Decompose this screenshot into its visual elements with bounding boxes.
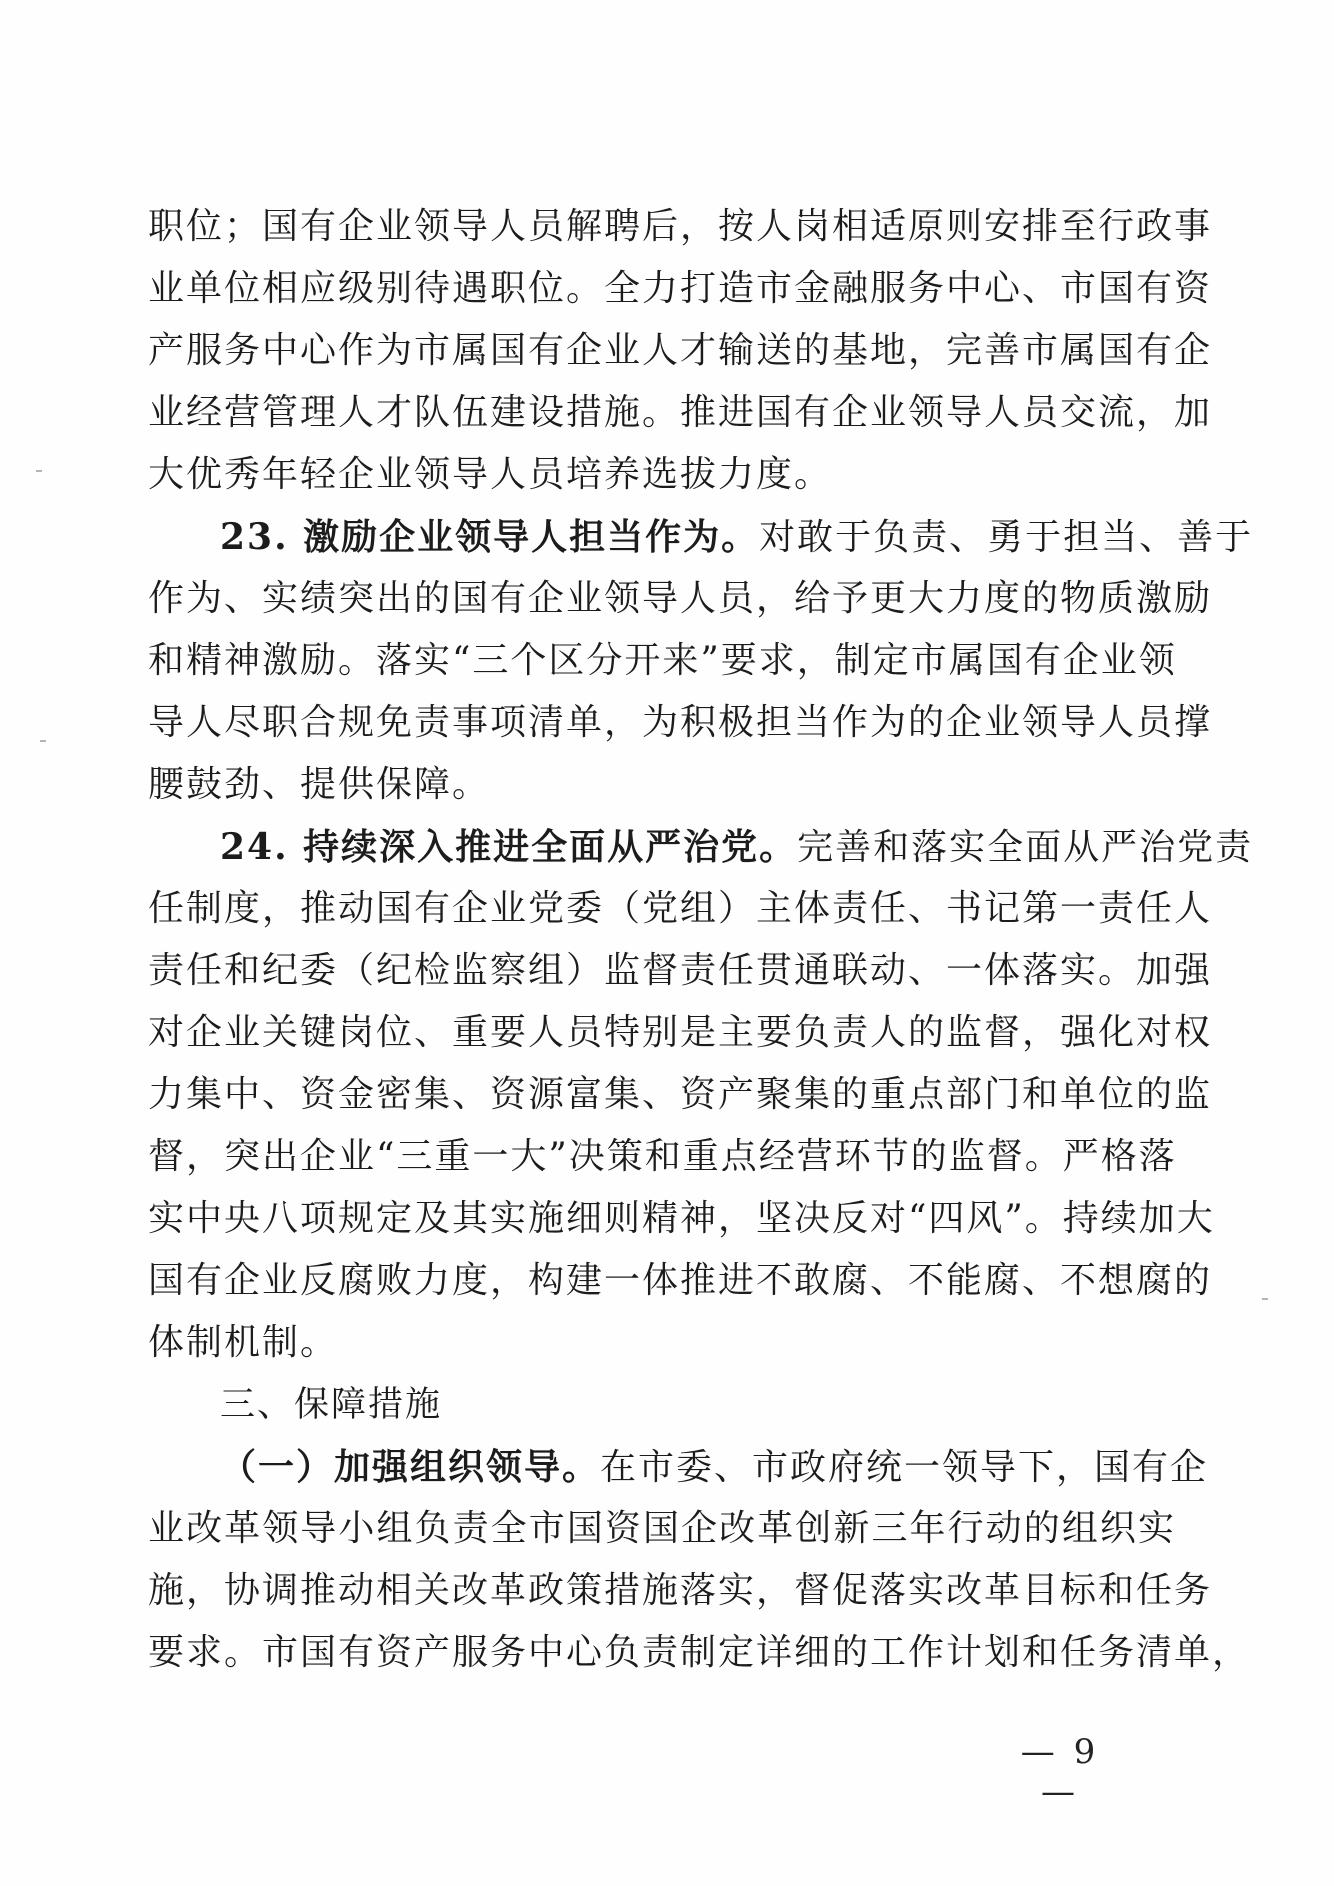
text-line: 实中央八项规定及其实施细则精神，坚决反对“四风”。持续加大 bbox=[148, 1198, 1215, 1239]
text-line: 业单位相应级别待遇职位。全力打造市金融服务中心、市国有资 bbox=[148, 268, 1213, 309]
text-line: 要求。市国有资产服务中心负责制定详细的工作计划和任务清单， bbox=[148, 1632, 1251, 1673]
text-line: 业改革领导小组负责全市国资国企改革创新三年行动的组织实 bbox=[148, 1508, 1176, 1549]
text-line: 作为、实绩突出的国有企业领导人员，给予更大力度的物质激励 bbox=[148, 578, 1213, 619]
text-line: 对企业关键岗位、重要人员特别是主要负责人的监督，强化对权 bbox=[148, 1012, 1213, 1053]
text-line: 产服务中心作为市属国有企业人才输送的基地，完善市属国有企 bbox=[148, 330, 1213, 371]
text-line: 责任和纪委（纪检监察组）监督责任贯通联动、一体落实。加强 bbox=[148, 950, 1213, 991]
scan-speck bbox=[36, 470, 42, 472]
text-line: 导人尽职合规免责事项清单，为积极担当作为的企业领导人员撑 bbox=[148, 702, 1213, 743]
paragraph-sub1-first-line bbox=[148, 1436, 1209, 1498]
text-line: 职位；国有企业领导人员解聘后，按人岗相适原则安排至行政事 bbox=[148, 206, 1213, 247]
text-line: 督，突出企业“三重一大”决策和重点经营环节的监督。严格落 bbox=[148, 1136, 1177, 1177]
item-23-title: 23. 激励企业领导人担当作为。 bbox=[220, 516, 760, 558]
item-24-first-text: 完善和落实全面从严治党责 bbox=[797, 827, 1254, 868]
sub1-title: （一）加强组织领导。 bbox=[220, 1446, 601, 1488]
text-line: 国有企业反腐败力度，构建一体推进不敢腐、不能腐、不想腐的 bbox=[148, 1260, 1213, 1301]
text-line: 力集中、资金密集、资源富集、资产聚集的重点部门和单位的监 bbox=[148, 1074, 1213, 1115]
scan-speck bbox=[40, 740, 46, 742]
text-line: 和精神激励。落实“三个区分开来”要求，制定市属国有企业领 bbox=[148, 640, 1177, 681]
text-line: 任制度，推动国有企业党委（党组）主体责任、书记第一责任人 bbox=[148, 888, 1213, 929]
paragraph-item-23-first-line bbox=[148, 506, 1254, 568]
paragraph-item-24-first-line bbox=[148, 816, 1254, 878]
sub1-first-text: 在市委、市政府统一领导下，国有企 bbox=[600, 1447, 1209, 1488]
section-heading: 三、保障措施 bbox=[220, 1385, 443, 1425]
text-line: 施，协调推动相关改革政策措施落实，督促落实改革目标和任务 bbox=[148, 1570, 1213, 1611]
page-number: — 9 — bbox=[1020, 1732, 1100, 1812]
text-line: 体制机制。 bbox=[148, 1322, 339, 1363]
scan-speck bbox=[1262, 1298, 1268, 1300]
item-24-title: 24. 持续深入推进全面从严治党。 bbox=[220, 826, 798, 868]
item-23-first-text: 对敢于负责、勇于担当、善于 bbox=[759, 517, 1254, 558]
text-line: 业经营管理人才队伍建设措施。推进国有企业领导人员交流，加 bbox=[148, 392, 1213, 433]
body-text bbox=[148, 196, 1254, 1684]
text-line: 腰鼓劲、提供保障。 bbox=[148, 764, 491, 805]
text-line: 大优秀年轻企业领导人员培养选拔力度。 bbox=[148, 454, 833, 495]
